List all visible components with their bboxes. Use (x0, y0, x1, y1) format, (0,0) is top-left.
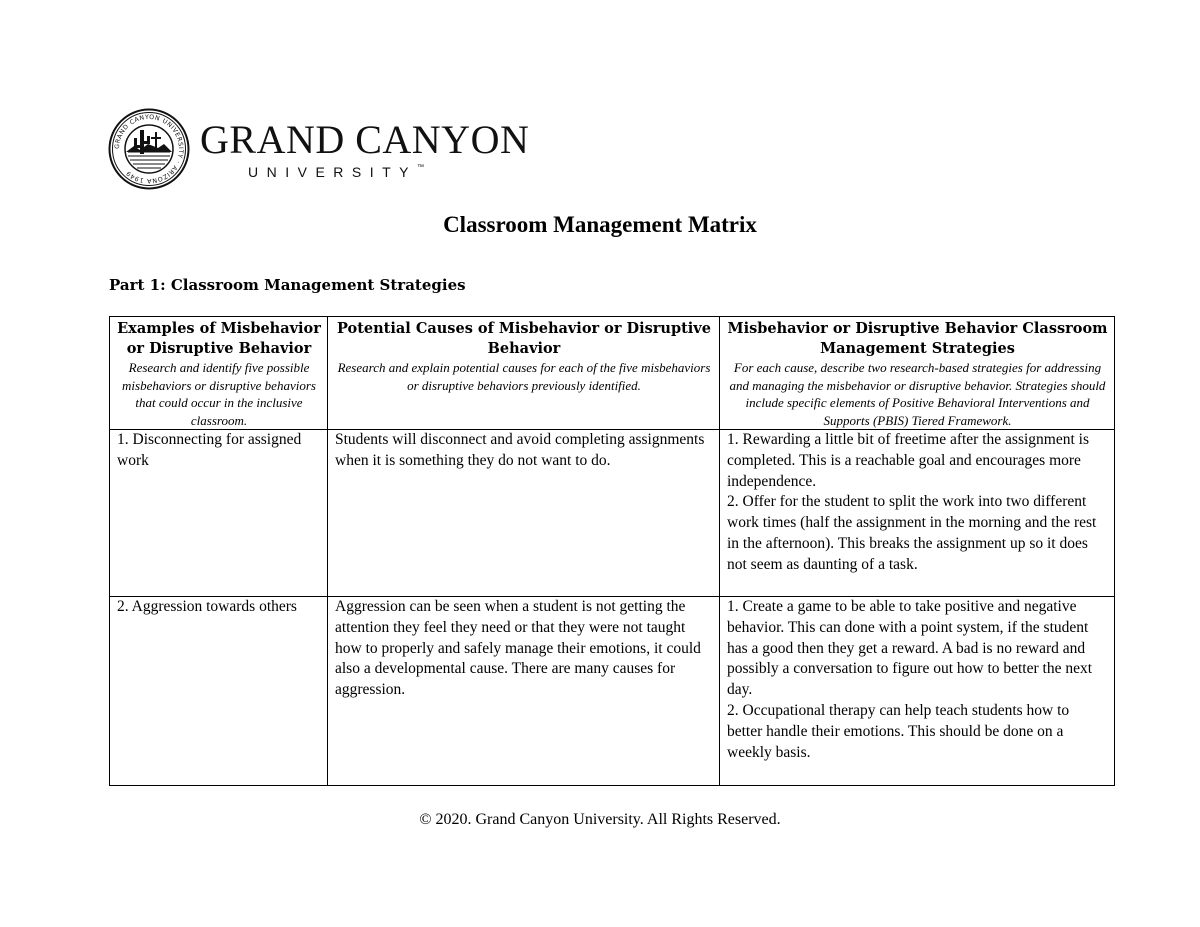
strategy-item: 2. Offer for the student to split the work into two different work times (half the assignment in the morning and the rest in the afternoon). This breaks the assignment up so it does not seem as daunting of a task. (727, 493, 1097, 573)
strategy-item: 1. Rewarding a little bit of freetime after the assignment is completed. This is a reachable goal and encourages more independence. (727, 431, 1089, 490)
behavior-cell: 1. Disconnecting for assigned work (110, 430, 328, 597)
strategy-item: 2. Occupational therapy can help teach students how to better handle their emotions. This should be done on a weekly basis. (727, 701, 1070, 761)
cause-cell: Aggression can be seen when a student is not getting the attention they feel they need or that they were not taught how to properly and safely manage their emotions, it could also a developmental cause. There are many causes for aggression. (328, 597, 720, 786)
table-row (110, 597, 1115, 786)
strategy-cell (720, 430, 1115, 597)
wordmark-name: GRAND CANYON (200, 117, 530, 162)
document-title: Classroom Management Matrix (443, 212, 757, 237)
strategy-item: 1. Create a game to be able to take positive and negative behavior. This can done with a point system, if the student has a good then they get a reward. A bad is no reward and possibly a conversation to figure out how to better the next day. (727, 598, 1093, 699)
header-title: Potential Causes of Misbehavior or Disruptive Behavior (337, 320, 711, 357)
classroom-management-table (109, 316, 1115, 786)
behavior-cell: 2. Aggression towards others (110, 597, 328, 786)
header-title: Examples of Misbehavior or Disruptive Behavior (117, 320, 321, 357)
wordmark-subtitle (248, 164, 529, 180)
header-description: Research and identify five possible misbehaviors or disruptive behaviors that could occur in the inclusive classroom. (122, 360, 316, 428)
header-title: Misbehavior or Disruptive Behavior Classroom Management Strategies (727, 320, 1108, 357)
header-description: For each cause, describe two research-based strategies for addressing and managing the misbehavior or disruptive behavior. Strategies should include specific elements of Positive Behavioral Interventions and Supports (PBIS) Tiered Framework. (729, 360, 1106, 428)
header-causes (328, 317, 720, 430)
university-wordmark (200, 117, 530, 180)
header-description: Research and explain potential causes for each of the five misbehaviors or disruptive behaviors previously identified. (337, 360, 711, 393)
cause-cell: Students will disconnect and avoid completing assignments when it is something they do not want to do. (328, 430, 720, 597)
copyright-footer: © 2020. Grand Canyon University. All Rights Reserved. (419, 811, 781, 828)
university-seal-icon (108, 108, 190, 190)
header-strategies (720, 317, 1115, 430)
table-row (110, 430, 1115, 597)
trademark-symbol: ™ (417, 164, 425, 171)
strategy-cell (720, 597, 1115, 786)
header-behavior (110, 317, 328, 430)
table-header-row (110, 317, 1115, 430)
part-heading: Part 1: Classroom Management Strategies (109, 276, 466, 294)
university-logo (108, 108, 529, 190)
svg-text:GRAND CANYON UNIVERSITY · ARIZ: GRAND CANYON UNIVERSITY · ARIZONA 1949 (113, 113, 185, 185)
wordmark-university: UNIVERSITY (248, 164, 418, 180)
